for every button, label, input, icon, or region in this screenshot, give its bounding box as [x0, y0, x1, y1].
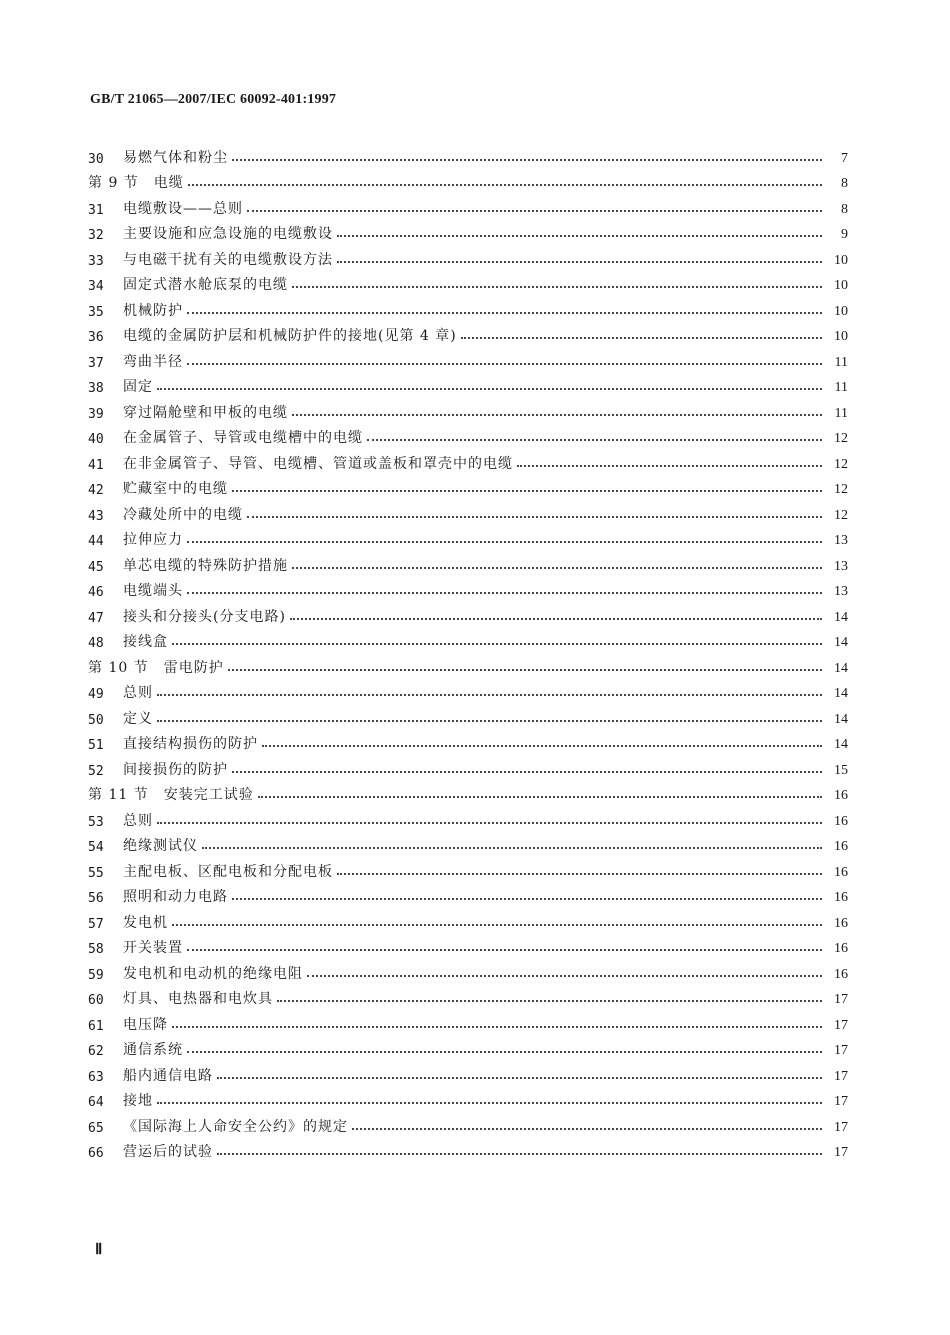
toc-page: 10	[834, 278, 848, 293]
toc-leader	[202, 847, 822, 849]
toc-row	[88, 983, 848, 1009]
toc-section-row	[88, 167, 848, 193]
toc-title: 机械防护	[123, 302, 183, 319]
toc-page: 17	[834, 1068, 848, 1084]
toc-title: 总则	[123, 812, 153, 829]
toc-page: 14	[834, 737, 848, 752]
toc-title: 电缆的金属防护层和机械防护件的接地(见第 4 章)	[123, 328, 457, 344]
toc-number: 34	[88, 279, 104, 294]
toc-row	[88, 881, 848, 907]
toc-leader	[187, 1051, 822, 1053]
toc-leader	[187, 541, 822, 543]
toc-section-title: 第 10 节 雷电防护	[88, 659, 224, 676]
toc-number: 33	[88, 253, 104, 269]
toc-leader	[262, 745, 822, 747]
toc-row	[88, 906, 848, 932]
toc-row	[88, 243, 848, 269]
toc-page: 13	[834, 584, 848, 599]
toc-row	[88, 294, 848, 320]
toc-title: 发电机和电动机的绝缘电阻	[123, 965, 303, 982]
toc-title: 间接损伤的防护	[123, 761, 228, 778]
toc-number: 57	[88, 916, 104, 932]
toc-page: 16	[834, 839, 848, 854]
toc-row	[88, 600, 848, 626]
toc-row	[88, 218, 848, 244]
toc-title: 贮藏室中的电缆	[123, 481, 228, 497]
toc-row	[88, 702, 848, 728]
toc-page: 17	[834, 992, 848, 1007]
toc-row	[88, 677, 848, 703]
toc-leader	[172, 643, 822, 645]
toc-row	[88, 447, 848, 473]
toc-title: 船内通信电路	[123, 1067, 213, 1084]
toc-row	[88, 1136, 848, 1162]
toc-leader	[292, 414, 822, 416]
toc-row	[88, 753, 848, 779]
toc-row	[88, 141, 848, 167]
toc-page: 7	[841, 150, 848, 166]
toc-number: 42	[88, 483, 104, 498]
toc-row	[88, 320, 848, 346]
toc-number: 40	[88, 432, 104, 447]
toc-leader	[217, 1153, 822, 1155]
toc-leader	[187, 312, 822, 314]
toc-leader	[228, 669, 822, 671]
toc-leader	[187, 592, 822, 594]
toc-title: 灯具、电热器和电炊具	[123, 991, 273, 1007]
toc-page: 16	[834, 813, 848, 829]
toc-title: 接地	[123, 1093, 153, 1109]
toc-page: 14	[834, 711, 848, 727]
toc-row	[88, 345, 848, 371]
toc-leader	[157, 720, 822, 722]
toc-row	[88, 575, 848, 601]
toc-leader	[352, 1128, 822, 1130]
toc-page: 12	[834, 482, 848, 497]
document-header: GB/T 21065—2007/IEC 60092-401:1997	[90, 92, 337, 107]
toc-page: 16	[834, 941, 848, 956]
toc-number: 31	[88, 202, 104, 218]
toc-row	[88, 1110, 848, 1136]
toc-leader	[232, 771, 822, 773]
toc-leader	[258, 796, 822, 798]
toc-title: 电压降	[123, 1016, 168, 1033]
toc-title: 主要设施和应急设施的电缆敷设	[123, 226, 333, 242]
toc-number: 61	[88, 1018, 104, 1034]
toc-leader	[157, 822, 822, 824]
toc-page: 17	[834, 1119, 848, 1135]
toc-section-row	[88, 779, 848, 805]
toc-leader	[172, 1026, 822, 1028]
toc-row	[88, 192, 848, 218]
toc-leader	[290, 618, 822, 620]
toc-row	[88, 473, 848, 499]
toc-number: 58	[88, 942, 104, 957]
toc-page: 10	[834, 303, 848, 319]
toc-title: 定义	[123, 710, 153, 727]
toc-title: 在非金属管子、导管、电缆槽、管道或盖板和罩壳中的电缆	[123, 455, 513, 472]
toc-number: 44	[88, 534, 104, 549]
toc-row	[88, 626, 848, 652]
toc-page: 14	[834, 635, 848, 650]
toc-page: 16	[834, 966, 848, 982]
toc-number: 56	[88, 891, 104, 906]
toc-number: 35	[88, 304, 104, 320]
toc-title: 照明和动力电路	[123, 889, 228, 905]
toc-row	[88, 269, 848, 295]
toc-leader	[217, 1077, 822, 1079]
toc-title: 易燃气体和粉尘	[123, 149, 228, 166]
toc-page: 14	[834, 660, 848, 676]
toc-number: 50	[88, 712, 104, 728]
toc-number: 66	[88, 1146, 104, 1161]
toc-row	[88, 957, 848, 983]
toc-page: 13	[834, 558, 848, 574]
toc-page: 17	[834, 1017, 848, 1033]
toc-number: 53	[88, 814, 104, 830]
toc-title: 与电磁干扰有关的电缆敷设方法	[123, 251, 333, 268]
page-number-footer: Ⅱ	[95, 1242, 103, 1258]
toc-leader	[247, 210, 822, 212]
toc-title: 拉伸应力	[123, 532, 183, 548]
toc-title: 直接结构损伤的防护	[123, 736, 258, 752]
toc-leader	[172, 924, 822, 926]
toc-leader	[367, 439, 822, 441]
toc-title: 通信系统	[123, 1042, 183, 1058]
toc-row	[88, 1034, 848, 1060]
toc-page: 16	[834, 890, 848, 905]
toc-leader	[247, 516, 822, 518]
toc-number: 32	[88, 228, 104, 243]
toc-page: 11	[834, 405, 848, 421]
toc-section-title: 第 11 节 安装完工试验	[88, 787, 254, 803]
toc-number: 36	[88, 330, 104, 345]
toc-page: 12	[834, 456, 848, 472]
toc-title: 主配电板、区配电板和分配电板	[123, 863, 333, 880]
table-of-contents	[88, 141, 848, 1161]
toc-number: 64	[88, 1095, 104, 1110]
toc-leader	[517, 465, 822, 467]
toc-title: 冷藏处所中的电缆	[123, 506, 243, 523]
toc-page: 16	[834, 915, 848, 931]
toc-row	[88, 1085, 848, 1111]
toc-page: 13	[834, 533, 848, 548]
toc-title: 弯曲半径	[123, 353, 183, 370]
toc-page: 11	[834, 380, 848, 395]
toc-section-title: 第 9 节 电缆	[88, 175, 184, 191]
toc-leader	[292, 286, 822, 288]
toc-number: 46	[88, 585, 104, 600]
toc-number: 65	[88, 1120, 104, 1136]
toc-number: 52	[88, 763, 104, 779]
toc-page: 9	[841, 227, 848, 242]
toc-row	[88, 855, 848, 881]
toc-row	[88, 371, 848, 397]
toc-leader	[232, 159, 822, 161]
toc-row	[88, 422, 848, 448]
toc-page: 16	[834, 864, 848, 880]
toc-number: 59	[88, 967, 104, 983]
toc-leader	[232, 490, 822, 492]
toc-page: 17	[834, 1043, 848, 1058]
toc-page: 8	[841, 176, 848, 191]
toc-page: 10	[834, 329, 848, 344]
toc-page: 12	[834, 507, 848, 523]
toc-section-row	[88, 651, 848, 677]
toc-number: 51	[88, 738, 104, 753]
toc-leader	[277, 1000, 822, 1002]
toc-title: 电缆端头	[123, 583, 183, 599]
toc-page: 8	[841, 201, 848, 217]
toc-page: 11	[834, 354, 848, 370]
toc-title: 电缆敷设——总则	[123, 200, 243, 217]
toc-number: 62	[88, 1044, 104, 1059]
toc-row	[88, 1008, 848, 1034]
toc-leader	[157, 1102, 822, 1104]
toc-page: 16	[834, 788, 848, 803]
toc-leader	[461, 337, 822, 339]
toc-number: 41	[88, 457, 104, 473]
toc-number: 54	[88, 840, 104, 855]
toc-row	[88, 1059, 848, 1085]
toc-row	[88, 524, 848, 550]
toc-title: 发电机	[123, 914, 168, 931]
toc-leader	[337, 873, 822, 875]
toc-leader	[232, 898, 822, 900]
toc-number: 49	[88, 687, 104, 702]
toc-title: 绝缘测试仪	[123, 838, 198, 854]
toc-page: 10	[834, 252, 848, 268]
toc-number: 45	[88, 559, 104, 575]
toc-leader	[337, 235, 822, 237]
toc-leader	[157, 388, 822, 390]
toc-page: 15	[834, 762, 848, 778]
toc-leader	[307, 975, 822, 977]
toc-row	[88, 728, 848, 754]
toc-page: 14	[834, 686, 848, 701]
toc-leader	[292, 567, 822, 569]
toc-title: 在金属管子、导管或电缆槽中的电缆	[123, 430, 363, 446]
toc-title: 单芯电缆的特殊防护措施	[123, 557, 288, 574]
toc-page: 17	[834, 1094, 848, 1109]
toc-leader	[157, 694, 822, 696]
toc-number: 30	[88, 151, 104, 167]
toc-title: 固定	[123, 379, 153, 395]
toc-number: 43	[88, 508, 104, 524]
toc-page: 14	[834, 609, 848, 625]
toc-number: 48	[88, 636, 104, 651]
toc-number: 55	[88, 865, 104, 881]
toc-title: 总则	[123, 685, 153, 701]
toc-title: 穿过隔舱壁和甲板的电缆	[123, 404, 288, 421]
toc-title: 固定式潜水舱底泵的电缆	[123, 277, 288, 293]
toc-page: 12	[834, 431, 848, 446]
toc-title: 接线盒	[123, 634, 168, 650]
toc-leader	[337, 261, 822, 263]
toc-row	[88, 804, 848, 830]
toc-number: 47	[88, 610, 104, 626]
toc-page: 17	[834, 1145, 848, 1160]
toc-row	[88, 932, 848, 958]
toc-number: 38	[88, 381, 104, 396]
toc-leader	[187, 949, 822, 951]
toc-row	[88, 830, 848, 856]
toc-title: 《国际海上人命安全公约》的规定	[123, 1118, 348, 1135]
toc-number: 37	[88, 355, 104, 371]
toc-leader	[188, 184, 822, 186]
toc-row	[88, 498, 848, 524]
toc-title: 开关装置	[123, 940, 183, 956]
toc-row	[88, 396, 848, 422]
toc-leader	[187, 363, 822, 365]
toc-number: 63	[88, 1069, 104, 1085]
toc-row	[88, 549, 848, 575]
toc-title: 营运后的试验	[123, 1144, 213, 1160]
toc-number: 39	[88, 406, 104, 422]
toc-number: 60	[88, 993, 104, 1008]
toc-title: 接头和分接头(分支电路)	[123, 608, 286, 625]
